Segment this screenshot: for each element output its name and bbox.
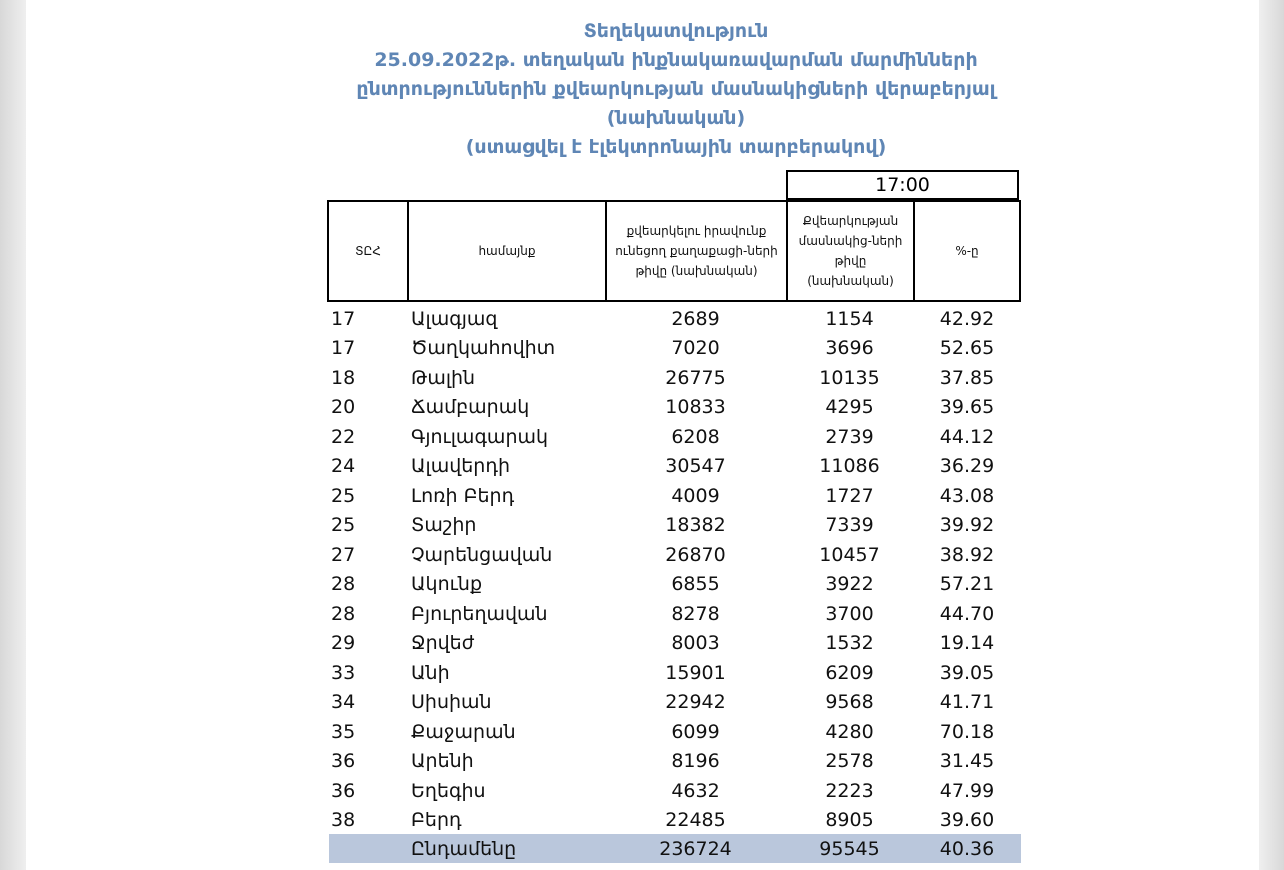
table-row [327,540,1021,570]
time-label: 17:00 [786,170,1019,200]
header-voters: Քվեարկության մասնակից-ների թիվը (նախնական) [788,202,915,300]
row-community: Գյուլագարակ [411,425,549,448]
row-percent: 57.21 [939,573,995,596]
row-voters: 2223 [825,779,874,802]
total-percent: 40.36 [939,837,995,860]
row-eligible: 22942 [665,691,726,714]
row-community: Ջրվեժ [411,632,475,655]
row-voters: 3700 [825,602,874,625]
row-voters: 1727 [825,484,874,507]
row-voters: 10457 [819,543,880,566]
row-eligible: 6099 [671,720,720,743]
header-community: համայնք [409,202,607,300]
table-row [327,363,1021,393]
row-percent: 41.71 [939,691,995,714]
row-percent: 19.14 [939,632,995,655]
row-eligible: 22485 [665,809,726,832]
row-voters: 6209 [825,661,874,684]
table-row [327,334,1021,364]
row-community: Ճամբարակ [411,396,530,419]
row-percent: 31.45 [939,750,995,773]
row-percent: 39.65 [939,396,995,419]
total-eligible: 236724 [659,837,732,860]
row-percent: 39.05 [939,661,995,684]
row-voters: 4280 [825,720,874,743]
row-community: Սիսիան [411,691,492,714]
total-label: Ընդամենը [411,837,517,860]
row-commission: 22 [331,425,356,448]
title-line: (ստացվել է էլեկտրոնային տարբերակով) [465,136,887,158]
row-commission: 28 [331,602,356,625]
row-eligible: 6208 [671,425,720,448]
row-percent: 47.99 [939,779,995,802]
row-eligible: 18382 [665,514,726,537]
row-percent: 44.70 [939,602,995,625]
row-percent: 43.08 [939,484,995,507]
row-community: Լոռի Բերդ [411,484,515,507]
row-community: Քաջարան [411,720,516,743]
header-commission: ՏԸՀ [329,202,409,300]
title-line: ընտրություններին քվեարկության մասնակիցների վերաբերյալ [356,78,996,100]
left-margin [0,0,26,870]
table-row [327,511,1021,541]
row-percent: 52.65 [939,337,995,360]
row-eligible: 2689 [671,307,720,330]
header-percent: %-ը [955,244,979,258]
row-commission: 17 [331,307,356,330]
table-row [327,304,1021,334]
row-commission: 20 [331,396,356,419]
row-commission: 27 [331,543,356,566]
row-commission: 28 [331,573,356,596]
row-community: Անի [411,661,450,684]
row-eligible: 4632 [671,779,720,802]
row-eligible: 10833 [665,396,726,419]
table-header [327,200,1021,302]
row-community: Արենի [411,750,474,773]
row-commission: 17 [331,337,356,360]
total-voters: 95545 [819,837,880,860]
row-eligible: 30547 [665,455,726,478]
table-row [327,717,1021,747]
row-community: Տաշիր [411,514,477,537]
row-voters: 10135 [819,366,880,389]
row-eligible: 15901 [665,661,726,684]
row-eligible: 8003 [671,632,720,655]
row-commission: 36 [331,750,356,773]
table-row [327,481,1021,511]
title-line: (նախնական) [606,107,746,129]
table-row [327,806,1021,836]
row-eligible: 7020 [671,337,720,360]
row-community: Ակունք [411,573,483,596]
table-row [327,422,1021,452]
row-percent: 39.92 [939,514,995,537]
table-row [327,570,1021,600]
row-community: Ալագյազ [411,307,498,330]
row-percent: 42.92 [939,307,995,330]
row-voters: 3696 [825,337,874,360]
row-community: Թալին [411,366,476,389]
title-line: Տեղեկատվություն [583,20,769,42]
row-community: Ծաղկահովիտ [411,337,556,360]
row-commission: 25 [331,484,356,507]
row-voters: 9568 [825,691,874,714]
row-commission: 18 [331,366,356,389]
table-row [327,747,1021,777]
row-eligible: 4009 [671,484,720,507]
row-community: Բերդ [411,809,462,832]
header-eligible: քվեարկելու իրավունք ունեցող քաղաքացի-ների թիվը (նախնական) [607,202,788,300]
row-community: Բյուրեղավան [411,602,548,625]
row-commission: 35 [331,720,356,743]
row-commission: 34 [331,691,356,714]
row-percent: 44.12 [939,425,995,448]
table-row [327,629,1021,659]
table-row [327,688,1021,718]
row-voters: 3922 [825,573,874,596]
row-eligible: 6855 [671,573,720,596]
row-commission: 38 [331,809,356,832]
row-community: Ալավերդի [411,455,510,478]
row-percent: 37.85 [939,366,995,389]
row-commission: 36 [331,779,356,802]
row-percent: 39.60 [939,809,995,832]
total-row [329,834,1021,863]
row-percent: 36.29 [939,455,995,478]
row-voters: 4295 [825,396,874,419]
table-row [327,599,1021,629]
row-voters: 1154 [825,307,874,330]
row-voters: 7339 [825,514,874,537]
table-body [327,304,1021,835]
row-percent: 38.92 [939,543,995,566]
row-commission: 24 [331,455,356,478]
row-percent: 70.18 [939,720,995,743]
table-row [327,776,1021,806]
table-row [327,658,1021,688]
row-voters: 1532 [825,632,874,655]
row-commission: 29 [331,632,356,655]
row-commission: 33 [331,661,356,684]
row-voters: 8905 [825,809,874,832]
row-voters: 11086 [819,455,880,478]
row-eligible: 26870 [665,543,726,566]
row-eligible: 8196 [671,750,720,773]
document-title [26,17,1284,162]
table-row [327,452,1021,482]
table-row [327,393,1021,423]
row-voters: 2739 [825,425,874,448]
row-eligible: 8278 [671,602,720,625]
row-community: Եղեգիս [411,779,486,802]
row-voters: 2578 [825,750,874,773]
row-commission: 25 [331,514,356,537]
title-line: 25.09.2022թ. տեղական ինքնակառավարման մարմինների [374,49,978,71]
row-community: Չարենցավան [411,543,553,566]
row-eligible: 26775 [665,366,726,389]
